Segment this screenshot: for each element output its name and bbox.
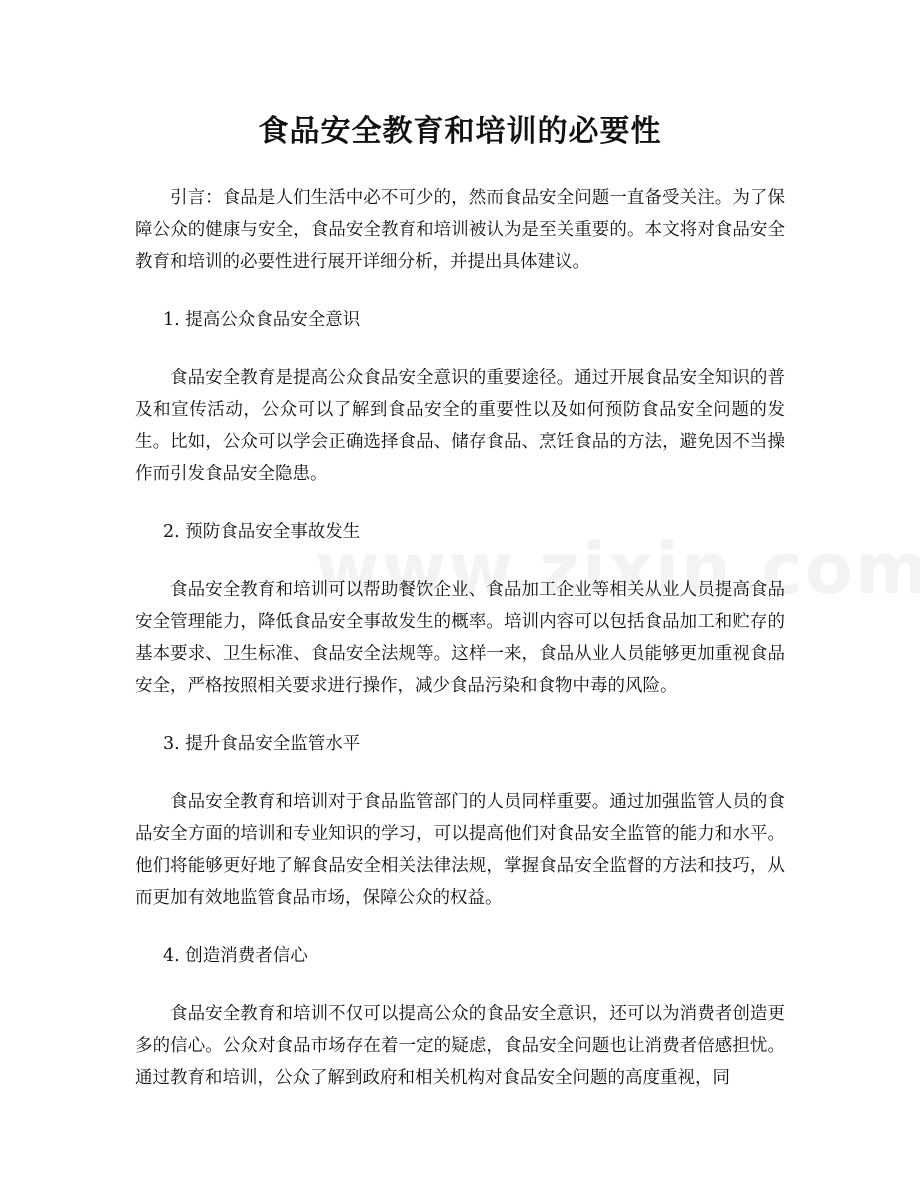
section-heading-3: 3. 提升食品安全监管水平 (163, 734, 361, 754)
document-body (135, 182, 785, 1120)
section-heading-4: 4. 创造消费者信心 (163, 946, 308, 966)
section-heading-1: 1. 提高公众食品安全意识 (163, 310, 361, 330)
section-heading-2: 2. 预防食品安全事故发生 (163, 522, 361, 542)
section-paragraph-3: 食品安全教育和培训对于食品监管部门的人员同样重要。通过加强监管人员的食品安全方面的培训和专业知识的学习，可以提高他们对食品安全监管的能力和水平。他们将能够更好地了解食品安全相关法律法规，掌握食品安全监督的方法和技巧，从而更加有效地监管食品市场，保障公众的权益。 (135, 792, 785, 908)
intro-paragraph: 引言：食品是人们生活中必不可少的，然而食品安全问题一直备受关注。为了保障公众的健康与安全，食品安全教育和培训被认为是至关重要的。本文将对食品安全教育和培训的必要性进行展开详细分析，并提出具体建议。 (135, 188, 785, 272)
section-paragraph-1: 食品安全教育是提高公众食品安全意识的重要途径。通过开展食品安全知识的普及和宣传活动，公众可以了解到食品安全的重要性以及如何预防食品安全问题的发生。比如，公众可以学会正确选择食品、储存食品、烹饪食品的方法，避免因不当操作而引发食品安全隐患。 (135, 368, 785, 484)
section-paragraph-4: 食品安全教育和培训不仅可以提高公众的食品安全意识，还可以为消费者创造更多的信心。公众对食品市场存在着一定的疑虑，食品安全问题也让消费者倍感担忧。通过教育和培训，公众了解到政府和相关机构对食品安全问题的高度重视，同 (135, 1004, 785, 1088)
document-title: 食品安全教育和培训的必要性 (258, 114, 662, 149)
section-paragraph-2: 食品安全教育和培训可以帮助餐饮企业、食品加工企业等相关从业人员提高食品安全管理能力，降低食品安全事故发生的概率。培训内容可以包括食品加工和贮存的基本要求、卫生标准、食品安全法规等。这样一来，食品从业人员能够更加重视食品安全，严格按照相关要求进行操作，减少食品污染和食物中毒的风险。 (135, 580, 785, 696)
